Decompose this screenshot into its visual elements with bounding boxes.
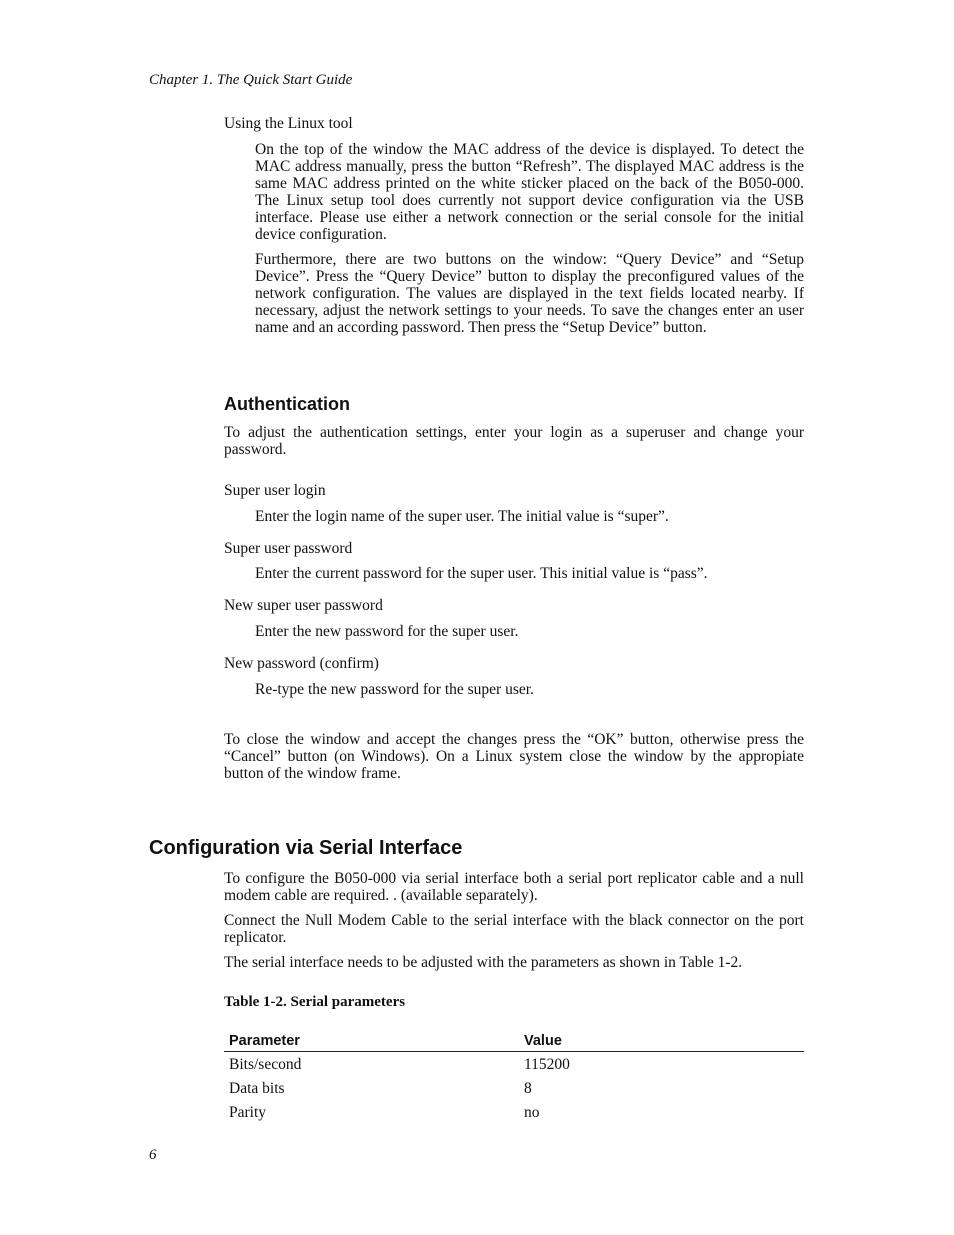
authentication-closing-paragraph: To close the window and accept the changes press the “OK” button, otherwise press the “Cancel” button (on Windows). On a Linux system close the window by the appropiate button of the window frame. [224,731,804,782]
linux-tool-paragraph-1: On the top of the window the MAC address of the device is displayed. To detect the MAC address manually, press the button “Refresh”. The displayed MAC address is the same MAC address printed on the white sticker placed on the back of the B050-000. The Linux setup tool does currently not support device configuration via the USB interface. Please use either a network connection or the serial console for the initial device configuration. [255,141,804,243]
value-cell: no [524,1104,540,1121]
column-header-value: Value [519,1031,804,1052]
parameter-cell: Bits/second [229,1056,302,1073]
parameter-cell: Parity [229,1104,267,1121]
table-title: Table 1-2. Serial parameters [224,994,406,1010]
serial-interface-heading: Configuration via Serial Interface [149,837,463,859]
serial-parameters-table [224,1031,804,1124]
authentication-heading: Authentication [224,394,350,414]
serial-paragraph-3: The serial interface needs to be adjusted with the parameters as shown in Table 1-2. [224,954,743,971]
authentication-intro: To adjust the authentication settings, enter your login as a superuser and change your password. [224,424,804,458]
table-header-row [224,1031,804,1052]
serial-paragraph-2: Connect the Null Modem Cable to the serial interface with the black connector on the port replicator. [224,912,804,946]
super-user-login-desc: Enter the login name of the super user. The initial value is “super”. [255,508,669,525]
page-number: 6 [149,1147,157,1163]
value-cell: 115200 [524,1056,570,1073]
super-user-password-desc: Enter the current password for the super user. This initial value is “pass”. [255,565,708,582]
value-cell: 8 [524,1080,532,1097]
running-head: Chapter 1. The Quick Start Guide [149,72,353,88]
table-row [224,1100,804,1124]
new-password-confirm-term: New password (confirm) [224,655,379,672]
new-super-user-password-desc: Enter the new password for the super user. [255,623,519,640]
super-user-login-term: Super user login [224,482,326,499]
linux-tool-paragraph-2: Furthermore, there are two buttons on the window: “Query Device” and “Setup Device”. Press the “Query Device” button to display the preconfigured values of the network configuration. The values are displayed in the text fields located nearby. If necessary, adjust the network settings to your needs. To save the changes enter an user name and an according password. Then press the “Setup Device” button. [255,251,804,336]
table-row [224,1052,804,1077]
linux-tool-term: Using the Linux tool [224,115,353,132]
new-super-user-password-term: New super user password [224,597,383,614]
serial-paragraph-1: To configure the B050-000 via serial interface both a serial port replicator cable and a null modem cable are required. . (available separately). [224,870,804,904]
column-header-parameter: Parameter [224,1031,519,1052]
table-row [224,1076,804,1100]
parameter-cell: Data bits [229,1080,285,1097]
new-password-confirm-desc: Re-type the new password for the super user. [255,681,534,698]
super-user-password-term: Super user password [224,540,353,557]
